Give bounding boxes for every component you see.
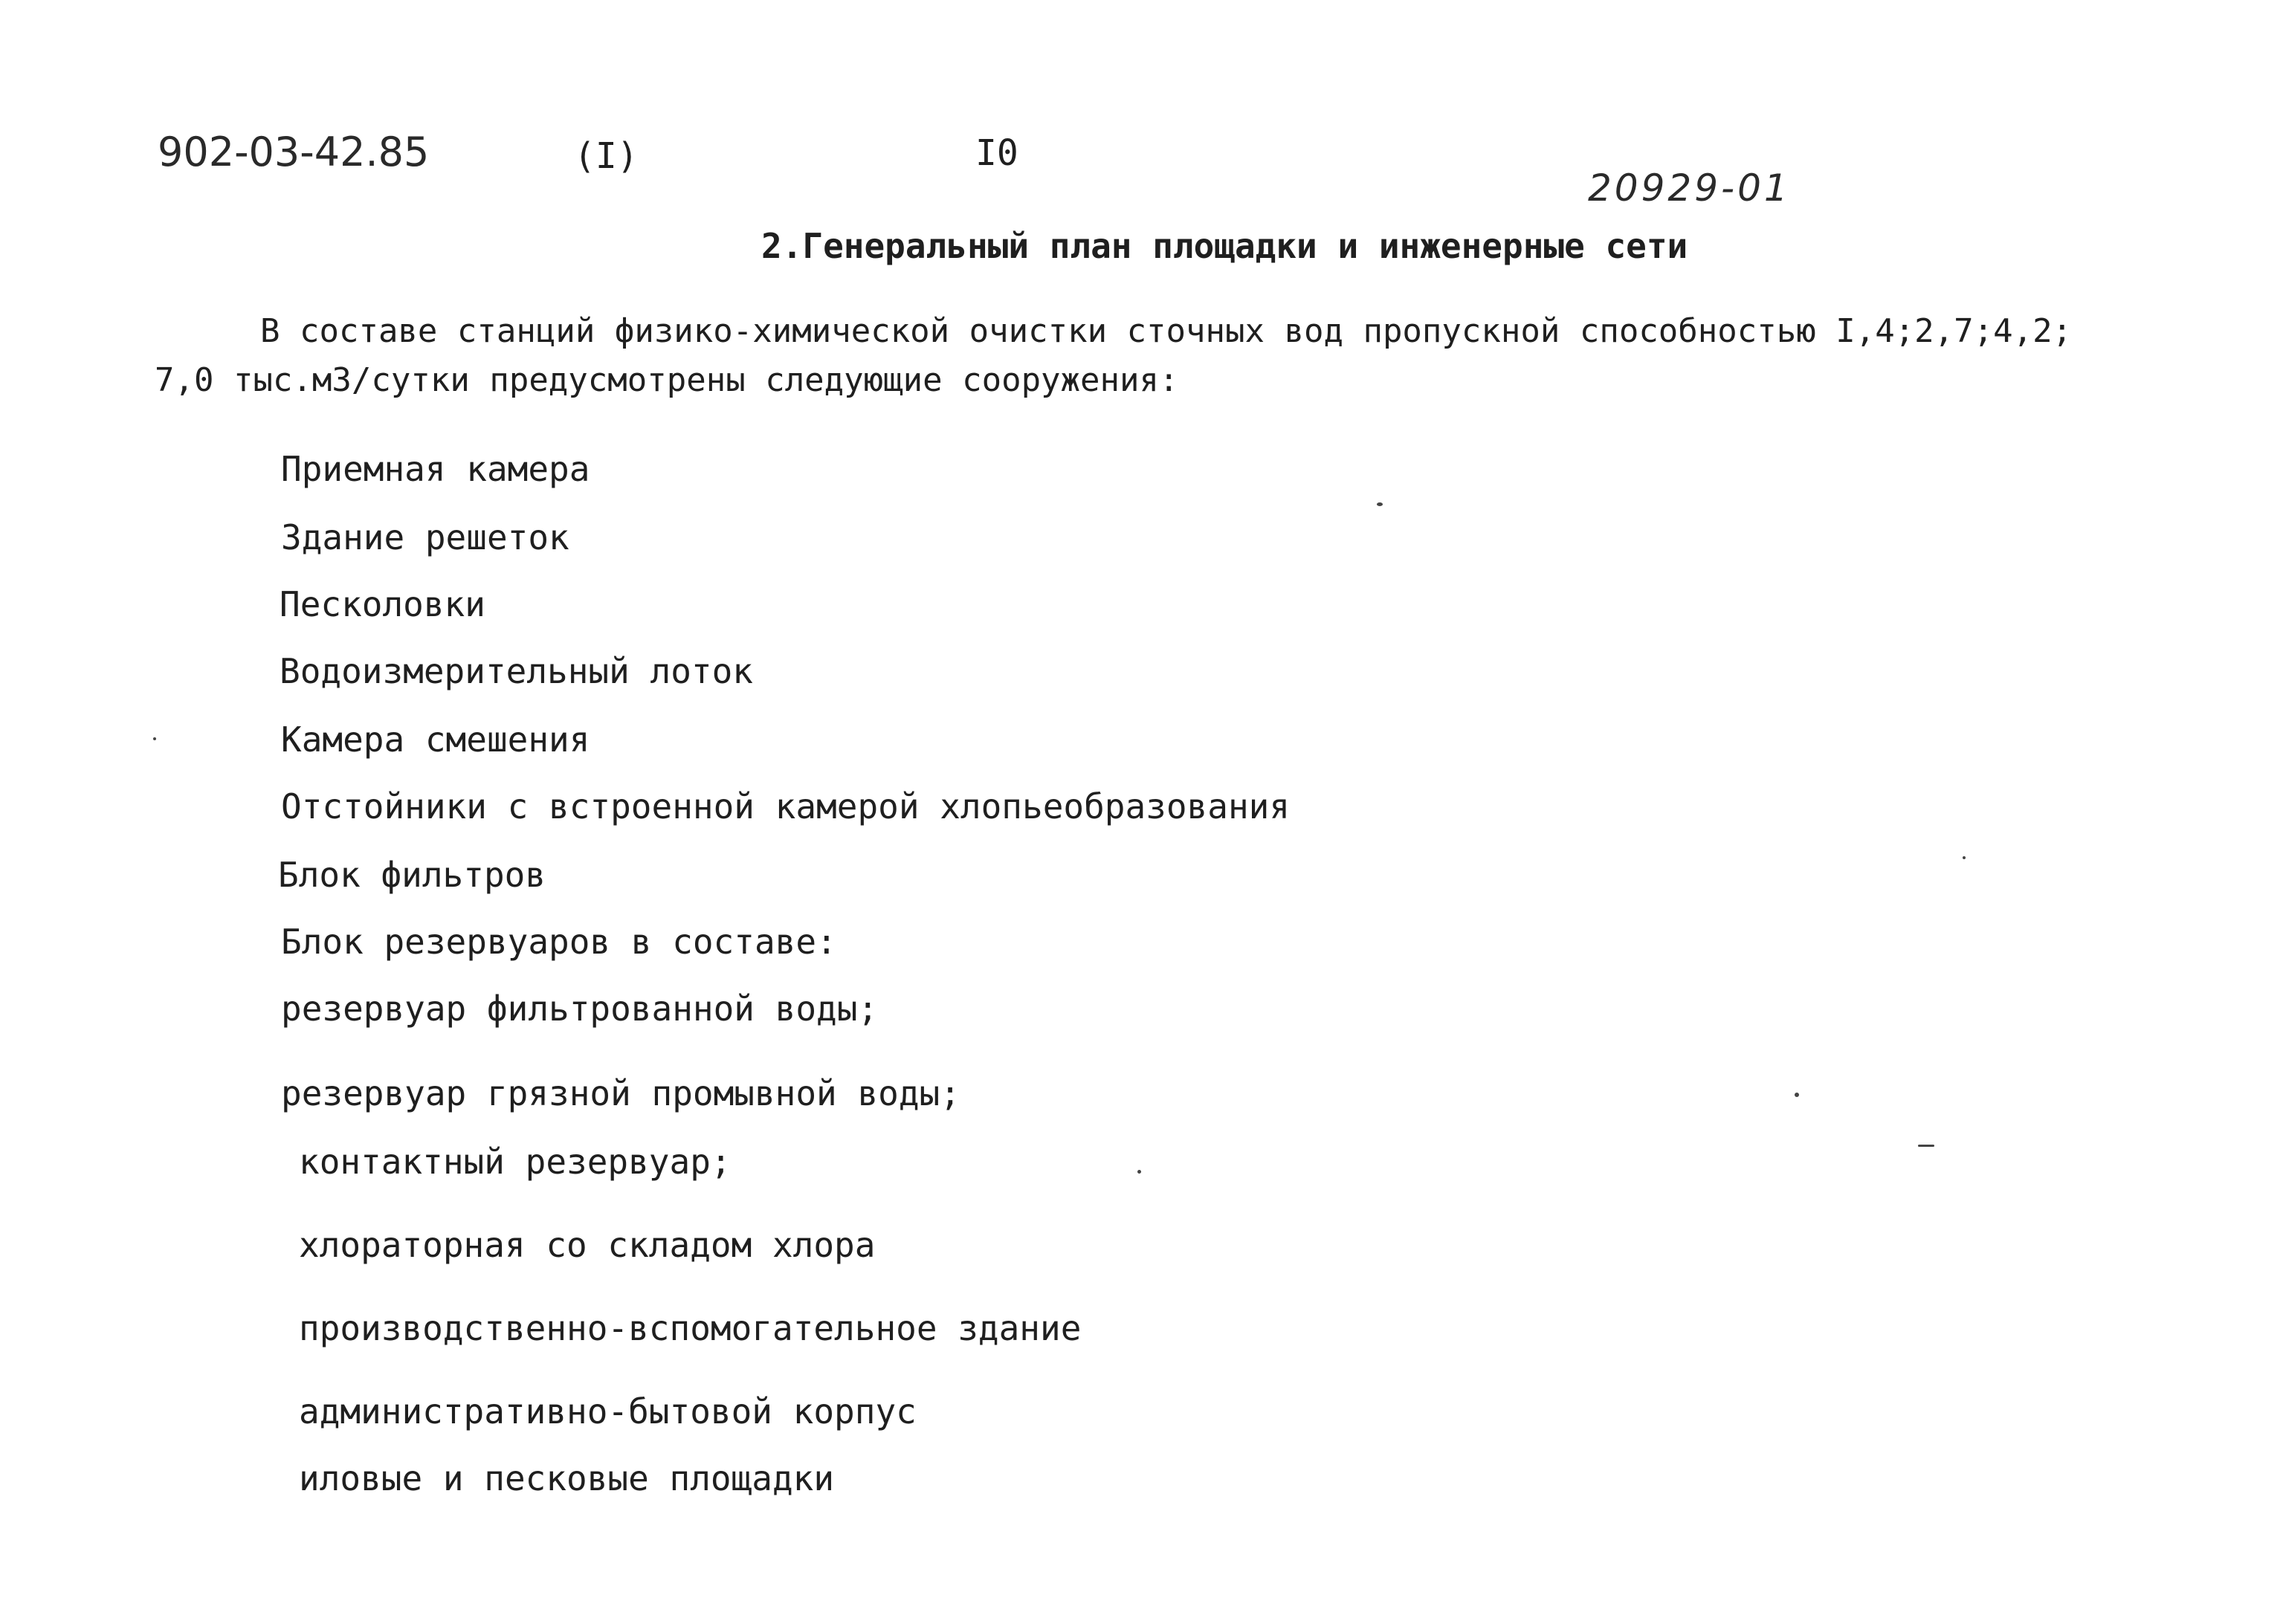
scan-speck: [1918, 1145, 1934, 1147]
list-item: иловые и песковые площадки: [299, 1458, 835, 1498]
scan-speck: [1963, 856, 1966, 859]
scan-speck: [153, 737, 156, 740]
list-item: Блок фильтров: [278, 855, 546, 895]
list-item: Отстойники с встроенной камерой хлопьеобразования: [281, 786, 1291, 826]
album-number: (I): [574, 135, 639, 177]
scan-speck: [1795, 1093, 1799, 1097]
page-number: I0: [975, 132, 1018, 174]
list-item: контактный резервуар;: [299, 1142, 732, 1182]
list-item: Песколовки: [280, 584, 485, 624]
list-item: Камера смешения: [281, 719, 590, 760]
intro-line-1: В составе станций физико-химической очистки сточных вод пропускной способностью I,4;2,7;4,2;: [260, 312, 2073, 350]
list-item: резервуар грязной промывной воды;: [281, 1073, 960, 1113]
list-item: резервуар фильтрованной воды;: [281, 989, 879, 1029]
list-item: производственно-вспомогательное здание: [299, 1308, 1082, 1348]
document-code: 902-03-42.85: [158, 129, 430, 175]
list-item: Здание решеток: [281, 517, 569, 557]
scan-speck: [1377, 502, 1383, 506]
list-item: хлораторная со складом хлора: [299, 1225, 876, 1265]
list-item: Водоизмерительный лоток: [280, 651, 753, 691]
intro-line-2: 7,0 тыс.м3/сутки предусмотрены следующие сооружения:: [155, 361, 1179, 399]
inventory-number: 20929-01: [1588, 166, 1791, 210]
section-title: 2.Генеральный план площадки и инженерные сети: [761, 226, 1688, 266]
scan-speck: [1137, 1170, 1141, 1174]
list-item: Приемная камера: [281, 449, 590, 489]
list-item: Блок резервуаров в составе:: [281, 922, 837, 962]
list-item: административно-бытовой корпус: [299, 1391, 917, 1431]
